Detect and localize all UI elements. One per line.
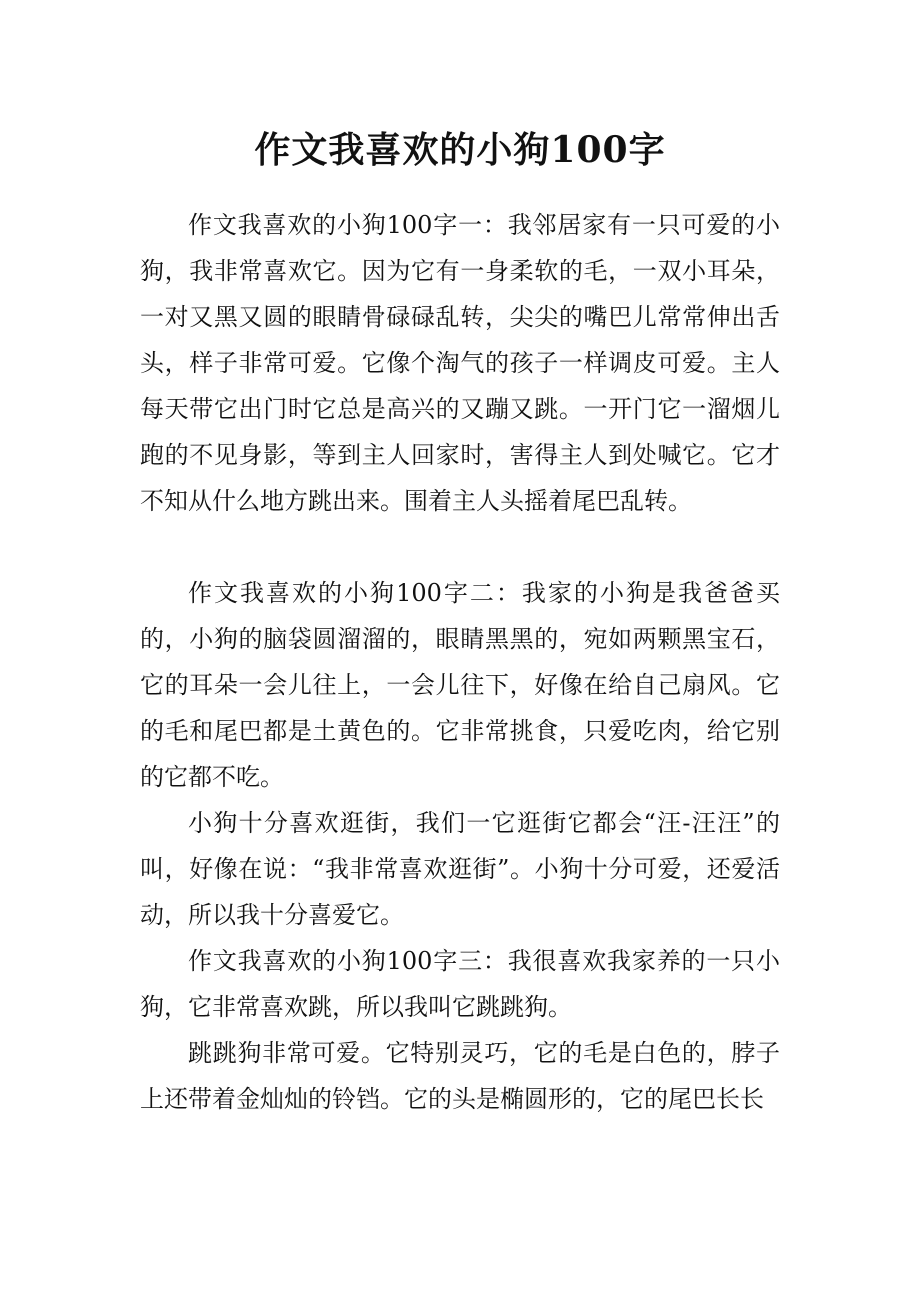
paragraph-5: 跳跳狗非常可爱。它特别灵巧，它的毛是白色的，脖子上还带着金灿灿的铃铛。它的头是椭圆形的，它的尾巴长长	[140, 1039, 780, 1113]
paragraph-4: 作文我喜欢的小狗100字三：我很喜欢我家养的一只小狗，它非常喜欢跳，所以我叫它跳跳狗。	[140, 947, 780, 1021]
paragraph-1: 作文我喜欢的小狗100字一：我邻居家有一只可爱的小狗，我非常喜欢它。因为它有一身柔软的毛，一双小耳朵，一对又黑又圆的眼睛骨碌碌乱转，尖尖的嘴巴儿常常伸出舌头，样子非常可爱。它像个淘气的孩子一样调皮可爱。主人每天带它出门时它总是高兴的又蹦又跳。一开门它一溜烟儿跑的不见身影，等到主人回家时，害得主人到处喊它。它才不知从什么地方跳出来。围着主人头摇着尾巴乱转。	[140, 211, 780, 515]
page-title: 作文我喜欢的小狗100字	[254, 129, 666, 171]
paragraph-2: 作文我喜欢的小狗100字二：我家的小狗是我爸爸买的，小狗的脑袋圆溜溜的，眼睛黑黑的，宛如两颗黑宝石，它的耳朵一会儿往上，一会儿往下，好像在给自己扇风。它的毛和尾巴都是土黄色的。它非常挑食，只爱吃肉，给它别的它都不吃。	[140, 579, 780, 791]
paragraph-spacer	[140, 524, 780, 570]
article-body	[140, 202, 780, 1122]
paragraph-3: 小狗十分喜欢逛街，我们一它逛街它都会“汪-汪汪”的叫，好像在说：“我非常喜欢逛街”。小狗十分可爱，还爱活动，所以我十分喜爱它。	[140, 809, 780, 929]
